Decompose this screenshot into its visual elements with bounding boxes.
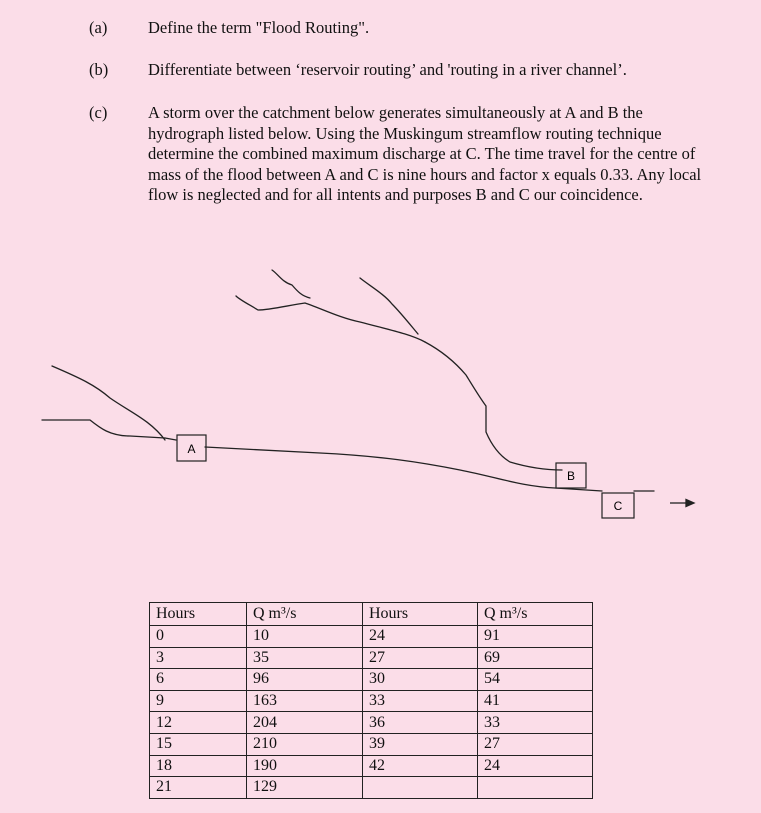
table-row [150,669,593,691]
table-row [150,733,593,755]
river-top-branch-3 [360,278,418,334]
question-b-text: Differentiate between ‘reservoir routing’ and 'routing in a river channel’. [148,60,627,79]
table-cell: 42 [363,755,478,777]
table-cell [478,777,593,799]
question-b-label: (b) [89,60,109,79]
table-cell: 24 [363,626,478,648]
header-discharge-2: Q m³/s [478,603,593,626]
table-cell: 3 [150,647,247,669]
table-row [150,755,593,777]
table-cell: 129 [247,777,363,799]
question-a-text: Define the term "Flood Routing". [148,18,370,37]
header-hours-1: Hours [150,603,247,626]
question-a-label: (a) [89,18,108,37]
table-cell: 30 [363,669,478,691]
river-top-branch-1 [236,296,425,342]
table-cell: 12 [150,712,247,734]
table-cell: 190 [247,755,363,777]
point-c-label: C [613,499,623,513]
table-cell: 39 [363,733,478,755]
table-header-row [150,603,593,626]
river-left-lower-tributary [42,420,165,438]
point-b-label: B [566,469,576,483]
point-a-label: A [187,442,196,456]
table-cell: 33 [363,690,478,712]
table-cell: 54 [478,669,593,691]
table-cell: 9 [150,690,247,712]
table-cell: 91 [478,626,593,648]
river-left-upper-tributary [52,366,165,440]
table-row [150,690,593,712]
table-cell: 27 [478,733,593,755]
table-cell: 6 [150,669,247,691]
table-cell: 0 [150,626,247,648]
table-cell: 41 [478,690,593,712]
river-main-channel [165,438,602,491]
table-row [150,712,593,734]
question-c-label: (c) [89,103,108,122]
table-cell: 27 [363,647,478,669]
table-cell: 15 [150,733,247,755]
table-row [150,777,593,799]
river-trunk-to-b [425,342,562,470]
table-cell: 204 [247,712,363,734]
table-cell: 24 [478,755,593,777]
header-hours-2: Hours [363,603,478,626]
table-cell: 69 [478,647,593,669]
table-cell: 210 [247,733,363,755]
table-cell: 18 [150,755,247,777]
table-row [150,647,593,669]
hydrograph-table [149,602,593,799]
table-cell: 96 [247,669,363,691]
table-cell: 36 [363,712,478,734]
table-cell: 35 [247,647,363,669]
question-c-text: A storm over the catchment below generates simultaneously at A and B the hydrograph listed below. Using the Muskingum streamflow routing technique determine the combined maximum discharge at C. The time travel for the centre of mass of the flood between A and C is nine hours and factor x equals 0.33. Any local flow is neglected and for all intents and purposes B and C our coincidence. [148,103,702,204]
table-cell: 10 [247,626,363,648]
table-row [150,626,593,648]
header-discharge-1: Q m³/s [247,603,363,626]
table-cell: 33 [478,712,593,734]
table-cell: 21 [150,777,247,799]
river-top-branch-2 [272,270,310,298]
flow-arrow-icon [670,500,694,507]
table-cell: 163 [247,690,363,712]
table-cell [363,777,478,799]
